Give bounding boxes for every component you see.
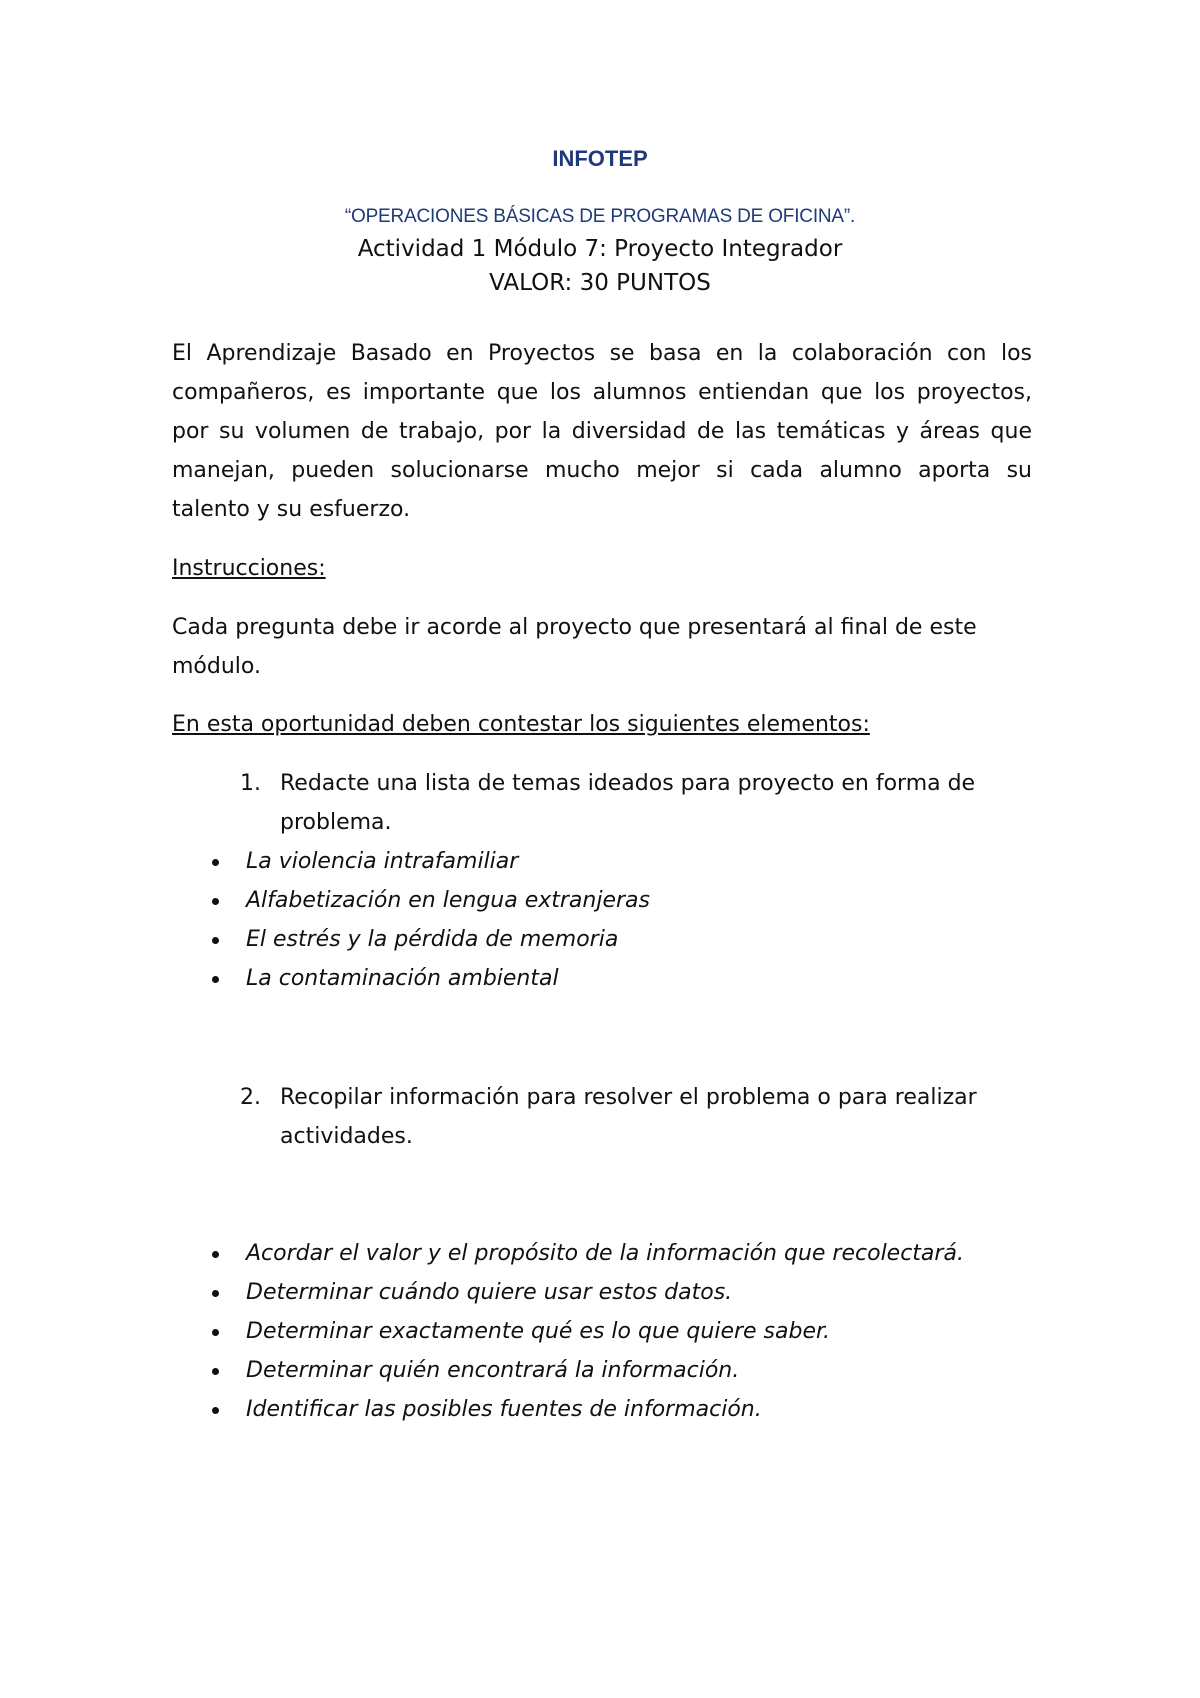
list-item [206,1273,1066,1312]
intro-paragraph: El Aprendizaje Basado en Proyectos se basa en la colaboración con los compañeros, es importante que los alumnos entiendan que los proyectos, por su volumen de trabajo, por la diversidad de las temáticas y áreas que manejan, pueden solucionarse mucho mejor si cada alumno aporta su talento y su esfuerzo. [172,341,1032,522]
list-item [206,881,1066,920]
list-item [206,842,1066,881]
list-item [206,1351,1066,1390]
instructions-text: Cada pregunta debe ir acorde al proyecto que presentará al final de este módulo. [172,615,977,679]
bullet-icon [212,859,219,866]
bullet-icon [212,1407,219,1414]
activity-title: Actividad 1 Módulo 7: Proyecto Integrador [357,236,843,262]
bullet-icon [212,1329,219,1336]
list-item-text: Determinar quién encontrará la información. [246,1358,740,1383]
bullet-icon [212,898,219,905]
bullet-icon [212,976,219,983]
item-number: 1. [240,771,261,796]
bullet-icon [212,1251,219,1258]
list-item-text: La violencia intrafamiliar [246,849,519,874]
list-item-text: Determinar cuándo quiere usar estos datos. [246,1280,733,1305]
list-item [206,1312,1066,1351]
steps-list [206,1234,1066,1429]
list-item-text: Determinar exactamente qué es lo que quiere saber. [246,1319,831,1344]
list-item [206,1234,1066,1273]
item-number: 2. [240,1085,261,1110]
bullet-icon [212,1290,219,1297]
topic-list [206,842,1066,998]
list-item-text: Identificar las posibles fuentes de información. [246,1397,762,1422]
numbered-item-1 [240,764,1020,842]
elements-heading: En esta oportunidad deben contestar los siguientes elementos: [172,712,870,737]
list-item-text: El estrés y la pérdida de memoria [246,927,619,952]
bullet-icon [212,1368,219,1375]
item-text: Redacte una lista de temas ideados para proyecto en forma de problema. [280,771,976,835]
list-item [206,920,1066,959]
list-item-text: La contaminación ambiental [246,966,559,991]
numbered-item-2 [240,1078,1020,1156]
course-title: “OPERACIONES BÁSICAS DE PROGRAMAS DE OFICINA”. [344,206,856,227]
activity-value: VALOR: 30 PUNTOS [489,270,711,296]
list-item [206,1390,1066,1429]
bullet-icon [212,937,219,944]
instructions-heading: Instrucciones: [172,556,326,581]
list-item-text: Alfabetización en lengua extranjeras [246,888,650,913]
list-item-text: Acordar el valor y el propósito de la información que recolectará. [246,1241,964,1266]
list-item [206,959,1066,998]
item-text: Recopilar información para resolver el problema o para realizar actividades. [280,1085,977,1149]
org-title: INFOTEP [552,146,648,171]
